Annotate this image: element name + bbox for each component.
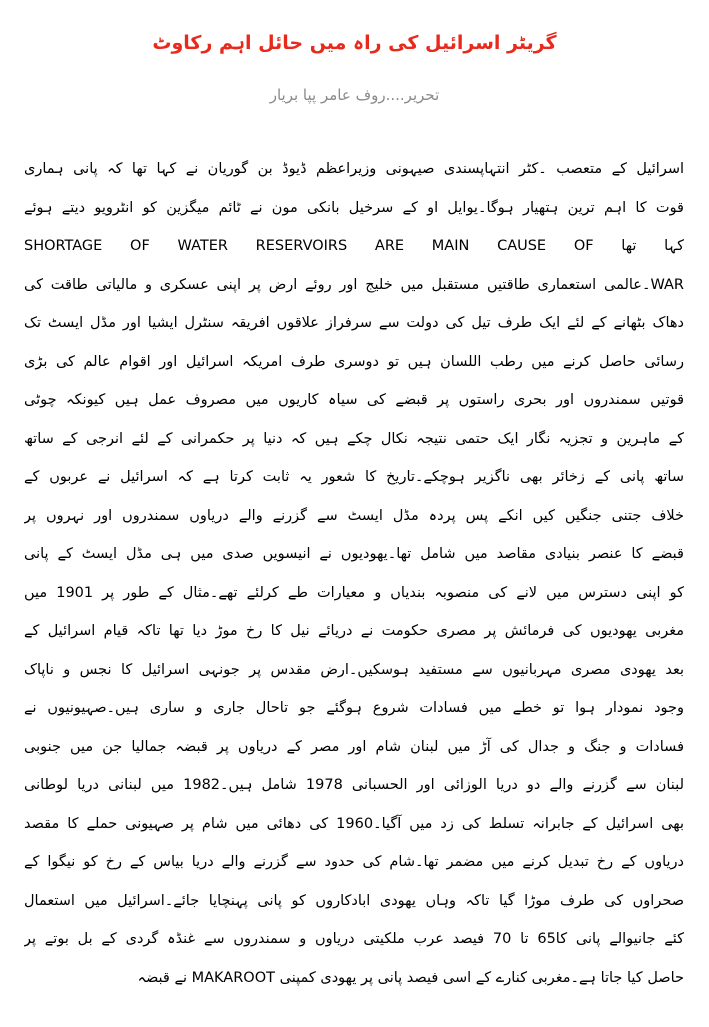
article-line: بھی اسرائیل کے جابرانہ تسلط کی زد میں آگیا۔1960 کی دھائی میں شام پر صہیونی حملے کا مقصد <box>24 815 684 832</box>
article-line: اسرائیل کے متعصب ۔کٹر انتہاپسندی صیہونی وزیراعظم ڈیوڈ بن گوریان نے کہا تھا کہ پانی ہماری <box>24 161 684 177</box>
article-line: مغربی یھودیوں کی فرمائش پر مصری حکومت نے دریائے نیل کا رخ موڑ دیا تھا تاکہ قیام اسرائیل کے <box>24 623 684 639</box>
article-line: خلاف جتنی جنگیں کیں انکے پس پردہ مڈل ایسٹ سے گزرنے والے دریاوں سمندروں اور نہروں پر <box>24 507 684 524</box>
article-line: قوتیں سمندروں اور بحری راستوں پر قبضے کی سیاہ کاریوں میں مصروف عمل ہیں کیونکہ چوٹی <box>24 392 684 408</box>
article-line: حاصل کیا جاتا ہے۔مغربی کنارے کے اسی فیصد پانی پر یھودی کمپنی MAKAROOT نے قبضہ <box>137 969 684 986</box>
article-line: دھاک بٹھانے کے لئے ایک طرف تیل کی دولت سے سرفراز علاقوں افریقہ سنٹرل ایشیا اور مڈل ایسٹ تک <box>24 315 684 331</box>
article-title: گریٹر اسرائیل کی راہ میں حائل اہم رکاوٹ <box>152 32 557 54</box>
author-byline: تحریر....روف عامر پپا بریار <box>269 86 440 104</box>
article-line: WAR۔عالمی استعماری طاقتیں مستقبل میں خلیج اور روئے ارض پر اپنی عسکری و مالیاتی طاقت کی <box>24 276 684 293</box>
article-line: قبضے کا عنصر بنیادی مقاصد میں شامل تھا۔یھودیوں نے انیسویں صدی میں ہی مڈل ایسٹ کے پانی <box>24 546 684 562</box>
article-line: کو اپنی دسترس میں لانے کی منصوبہ بندیاں و معیارات طے کرلئے تھے۔مثال کے طور پر 1901 میں <box>24 584 684 601</box>
article-line: بعد یھودی مصری مہربانیوں سے مستفید ہوسکیں۔ارض مقدس پر جونہی اسرائیل کا نجس و ناپاک <box>24 661 684 678</box>
article-line: دریاوں کے رخ تبدیل کرنے میں مضمر تھا۔شام کی حدود سے گزرنے والے دریا بیاس کے رخ کو نیگوا کے <box>24 854 684 870</box>
article-line: قوت کا اہم ترین ہتھیار ہوگا۔یوایل او کے سرخیل بانکی مون نے ٹائم میگزین کو انٹرویو دیتے ہوئے <box>24 199 684 216</box>
article-line: لبنان سے گزرنے والے دو دریا الوزائی اور الحسبانی 1978 شامل ہیں۔1982 میں لبنانی دریا لوطانی <box>24 777 684 793</box>
article-line: رسائی حاصل کرنے میں رطب اللسان ہیں تو دوسری طرف امریکہ اسرائیل اور اقوام عالم کی بڑی <box>24 353 684 370</box>
article-line: ساتھ پانی کے زخائر بھی ناگزیر ہوچکے۔تاریخ کا شعور یہ ثابت کرتا ہے کہ اسرائیل نے عربوں کے <box>24 469 684 485</box>
article-line: وجود نمودار ہوا تو خطے میں فسادات شروع ہوگئے جو تاحال جاری و ساری ہیں۔صہیونیوں نے <box>24 700 684 716</box>
article-line: فسادات و جنگ و جدال کی آڑ میں لبنان شام اور مصر کے دریاوں پر قبضہ جمالیا جن میں جنوبی <box>24 738 684 755</box>
article-line: کہا تھا SHORTAGE OF WATER RESERVOIRS ARE MAIN CAUSE OF <box>24 238 684 254</box>
article-line: کے ماہرین و تجزیہ نگار ایک حتمی نتیجہ نکال چکے ہیں کہ دنیا پر حکمرانی کے لئے انرجی کے ساتھ <box>24 430 684 447</box>
article-line: صحراوں کی طرف موڑا گیا تاکہ وہاں یھودی ابادکاروں کو پانی پہنچایا جائے۔اسرائیل میں استعمال <box>24 892 684 909</box>
article-line: کئے جانیوالے پانی کا65 تا 70 فیصد عرب ملکیتی دریاوں و سمندروں سے غنڈہ گردی کے بل بوتے پر <box>24 931 684 947</box>
article-body <box>24 150 684 997</box>
